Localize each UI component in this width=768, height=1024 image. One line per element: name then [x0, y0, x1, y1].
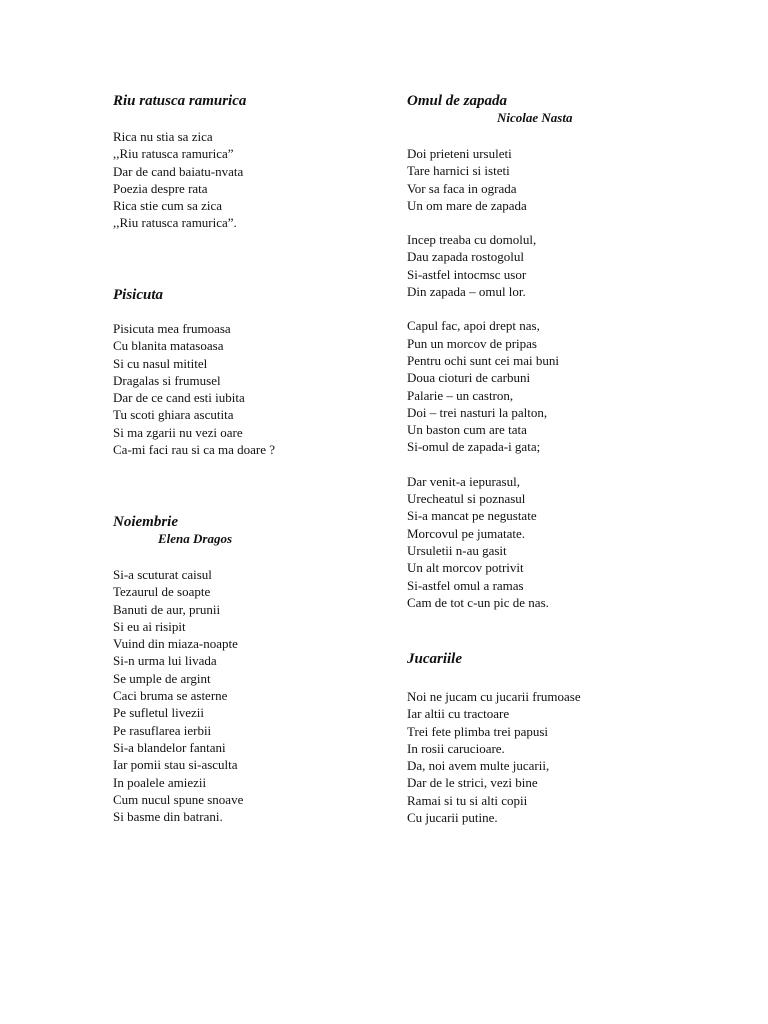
poem-stanza [407, 317, 727, 455]
poem-line: Si cu nasul mititel [113, 355, 208, 371]
poem-line: Un om mare de zapada [407, 197, 527, 213]
poem-line: Un baston cum are tata [407, 422, 527, 438]
poem-line: In poalele amiezii [113, 774, 207, 790]
poem-line: Palarie – un castron, [407, 387, 514, 403]
poem-line: Cu blanita matasoasa [113, 338, 224, 354]
poem-line: Cam de tot c-un pic de nas. [407, 594, 549, 610]
poem-line: Tezaurul de soapte [113, 584, 211, 600]
poem-stanza [407, 231, 727, 300]
poem-line: Si-n urma lui livada [113, 653, 217, 669]
poem-line: Incep treaba cu domolul, [407, 232, 537, 248]
poem-line: Dau zapada rostogolul [407, 249, 524, 265]
poem-title: Noiembrie [113, 514, 178, 530]
poem-line: Iar pomii stau si-asculta [113, 757, 238, 773]
poem-riu-ratusca-ramurica [113, 92, 383, 232]
poem-line: Morcovul pe jumatate. [407, 525, 526, 541]
poem-line: Si-astfel omul a ramas [407, 577, 524, 593]
poem-line: Ca-mi faci rau si ca ma doare ? [113, 442, 276, 458]
poem-title: Pisicuta [113, 287, 164, 303]
poem-line: Urecheatul si poznasul [407, 491, 526, 507]
poem-line: Si-a blandelor fantani [113, 739, 226, 755]
poem-line: Si-astfel intocmsc usor [407, 266, 527, 282]
poem-line: Da, noi avem multe jucarii, [407, 758, 550, 774]
poem-line: Tare harnici si isteti [407, 163, 510, 179]
poem-line: Rica nu stia sa zica [113, 129, 213, 144]
poem-line: Ramai si tu si alti copii [407, 792, 528, 808]
poem-line: Pun un morcov de pripas [407, 335, 537, 351]
poem-noiembrie [113, 513, 383, 825]
poem-stanza [407, 473, 727, 611]
poem-line: Doi prieteni ursuleti [407, 146, 512, 161]
poem-line: Din zapada – omul lor. [407, 284, 526, 300]
poem-title: Riu ratusca ramurica [113, 93, 247, 109]
poem-author: Elena Dragos [158, 531, 233, 546]
poem-line: Banuti de aur, prunii [113, 601, 221, 617]
poem-line: Si eu ai risipit [113, 618, 186, 634]
poem-pisicuta [113, 286, 383, 458]
poem-line: Pe rasuflarea ierbii [113, 722, 212, 738]
poem-line: ,,Riu ratusca ramurica” [113, 146, 234, 162]
poem-line: ,,Riu ratusca ramurica”. [113, 215, 237, 231]
poem-line: Vor sa faca in ograda [407, 180, 517, 196]
poem-line: Si-omul de zapada-i gata; [407, 439, 541, 455]
poem-line: Pentru ochi sunt cei mai buni [407, 352, 560, 368]
poem-line: Dar de cand baiatu-nvata [113, 163, 244, 179]
poem-line: Noi ne jucam cu jucarii frumoase [407, 689, 581, 704]
poem-line: Poezia despre rata [113, 180, 208, 196]
poem-line: Vuind din miaza-noapte [113, 636, 238, 652]
poem-line: Ursuletii n-au gasit [407, 542, 507, 558]
poem-line: Caci bruma se asterne [113, 688, 228, 704]
poem-line: Cum nucul spune snoave [113, 791, 244, 807]
poem-stanza [407, 688, 727, 826]
poem-line: Cu jucarii putine. [407, 810, 498, 826]
poem-line: Pe sufletul livezii [113, 705, 204, 721]
poem-stanza [407, 145, 727, 214]
poem-omul-de-zapada [407, 92, 727, 611]
poem-jucariile [407, 650, 727, 826]
poem-line: Dar de le strici, vezi bine [407, 775, 538, 791]
poem-line: Pisicuta mea frumoasa [113, 321, 231, 336]
poem-line: Doi – trei nasturi la palton, [407, 404, 548, 420]
poem-line: Doua cioturi de carbuni [407, 370, 531, 386]
poem-line: Si-a mancat pe negustate [407, 508, 537, 524]
poem-line: Capul fac, apoi drept nas, [407, 318, 540, 334]
poem-line: Si basme din batrani. [113, 809, 223, 825]
poem-author: Nicolae Nasta [497, 110, 573, 125]
poem-line: In rosii carucioare. [407, 740, 505, 756]
poem-line: Dar de ce cand esti iubita [113, 390, 245, 406]
poem-line: Dragalas si frumusel [113, 372, 221, 388]
poem-line: Trei fete plimba trei papusi [407, 723, 549, 739]
poem-stanza [113, 566, 383, 825]
poem-stanza [113, 320, 383, 458]
poem-line: Dar venit-a iepurasul, [407, 473, 520, 489]
poem-line: Si-a scuturat caisul [113, 567, 212, 582]
poem-line: Tu scoti ghiara ascutita [113, 407, 234, 423]
poem-line: Un alt morcov potrivit [407, 560, 524, 576]
poem-line: Se umple de argint [113, 670, 211, 686]
poem-title: Omul de zapada [407, 93, 508, 109]
poem-line: Iar altii cu tractoare [407, 706, 510, 722]
poem-line: Rica stie cum sa zica [113, 198, 223, 214]
poem-title: Jucariile [407, 651, 462, 667]
poem-stanza [113, 128, 383, 232]
poem-line: Si ma zgarii nu vezi oare [113, 424, 243, 440]
